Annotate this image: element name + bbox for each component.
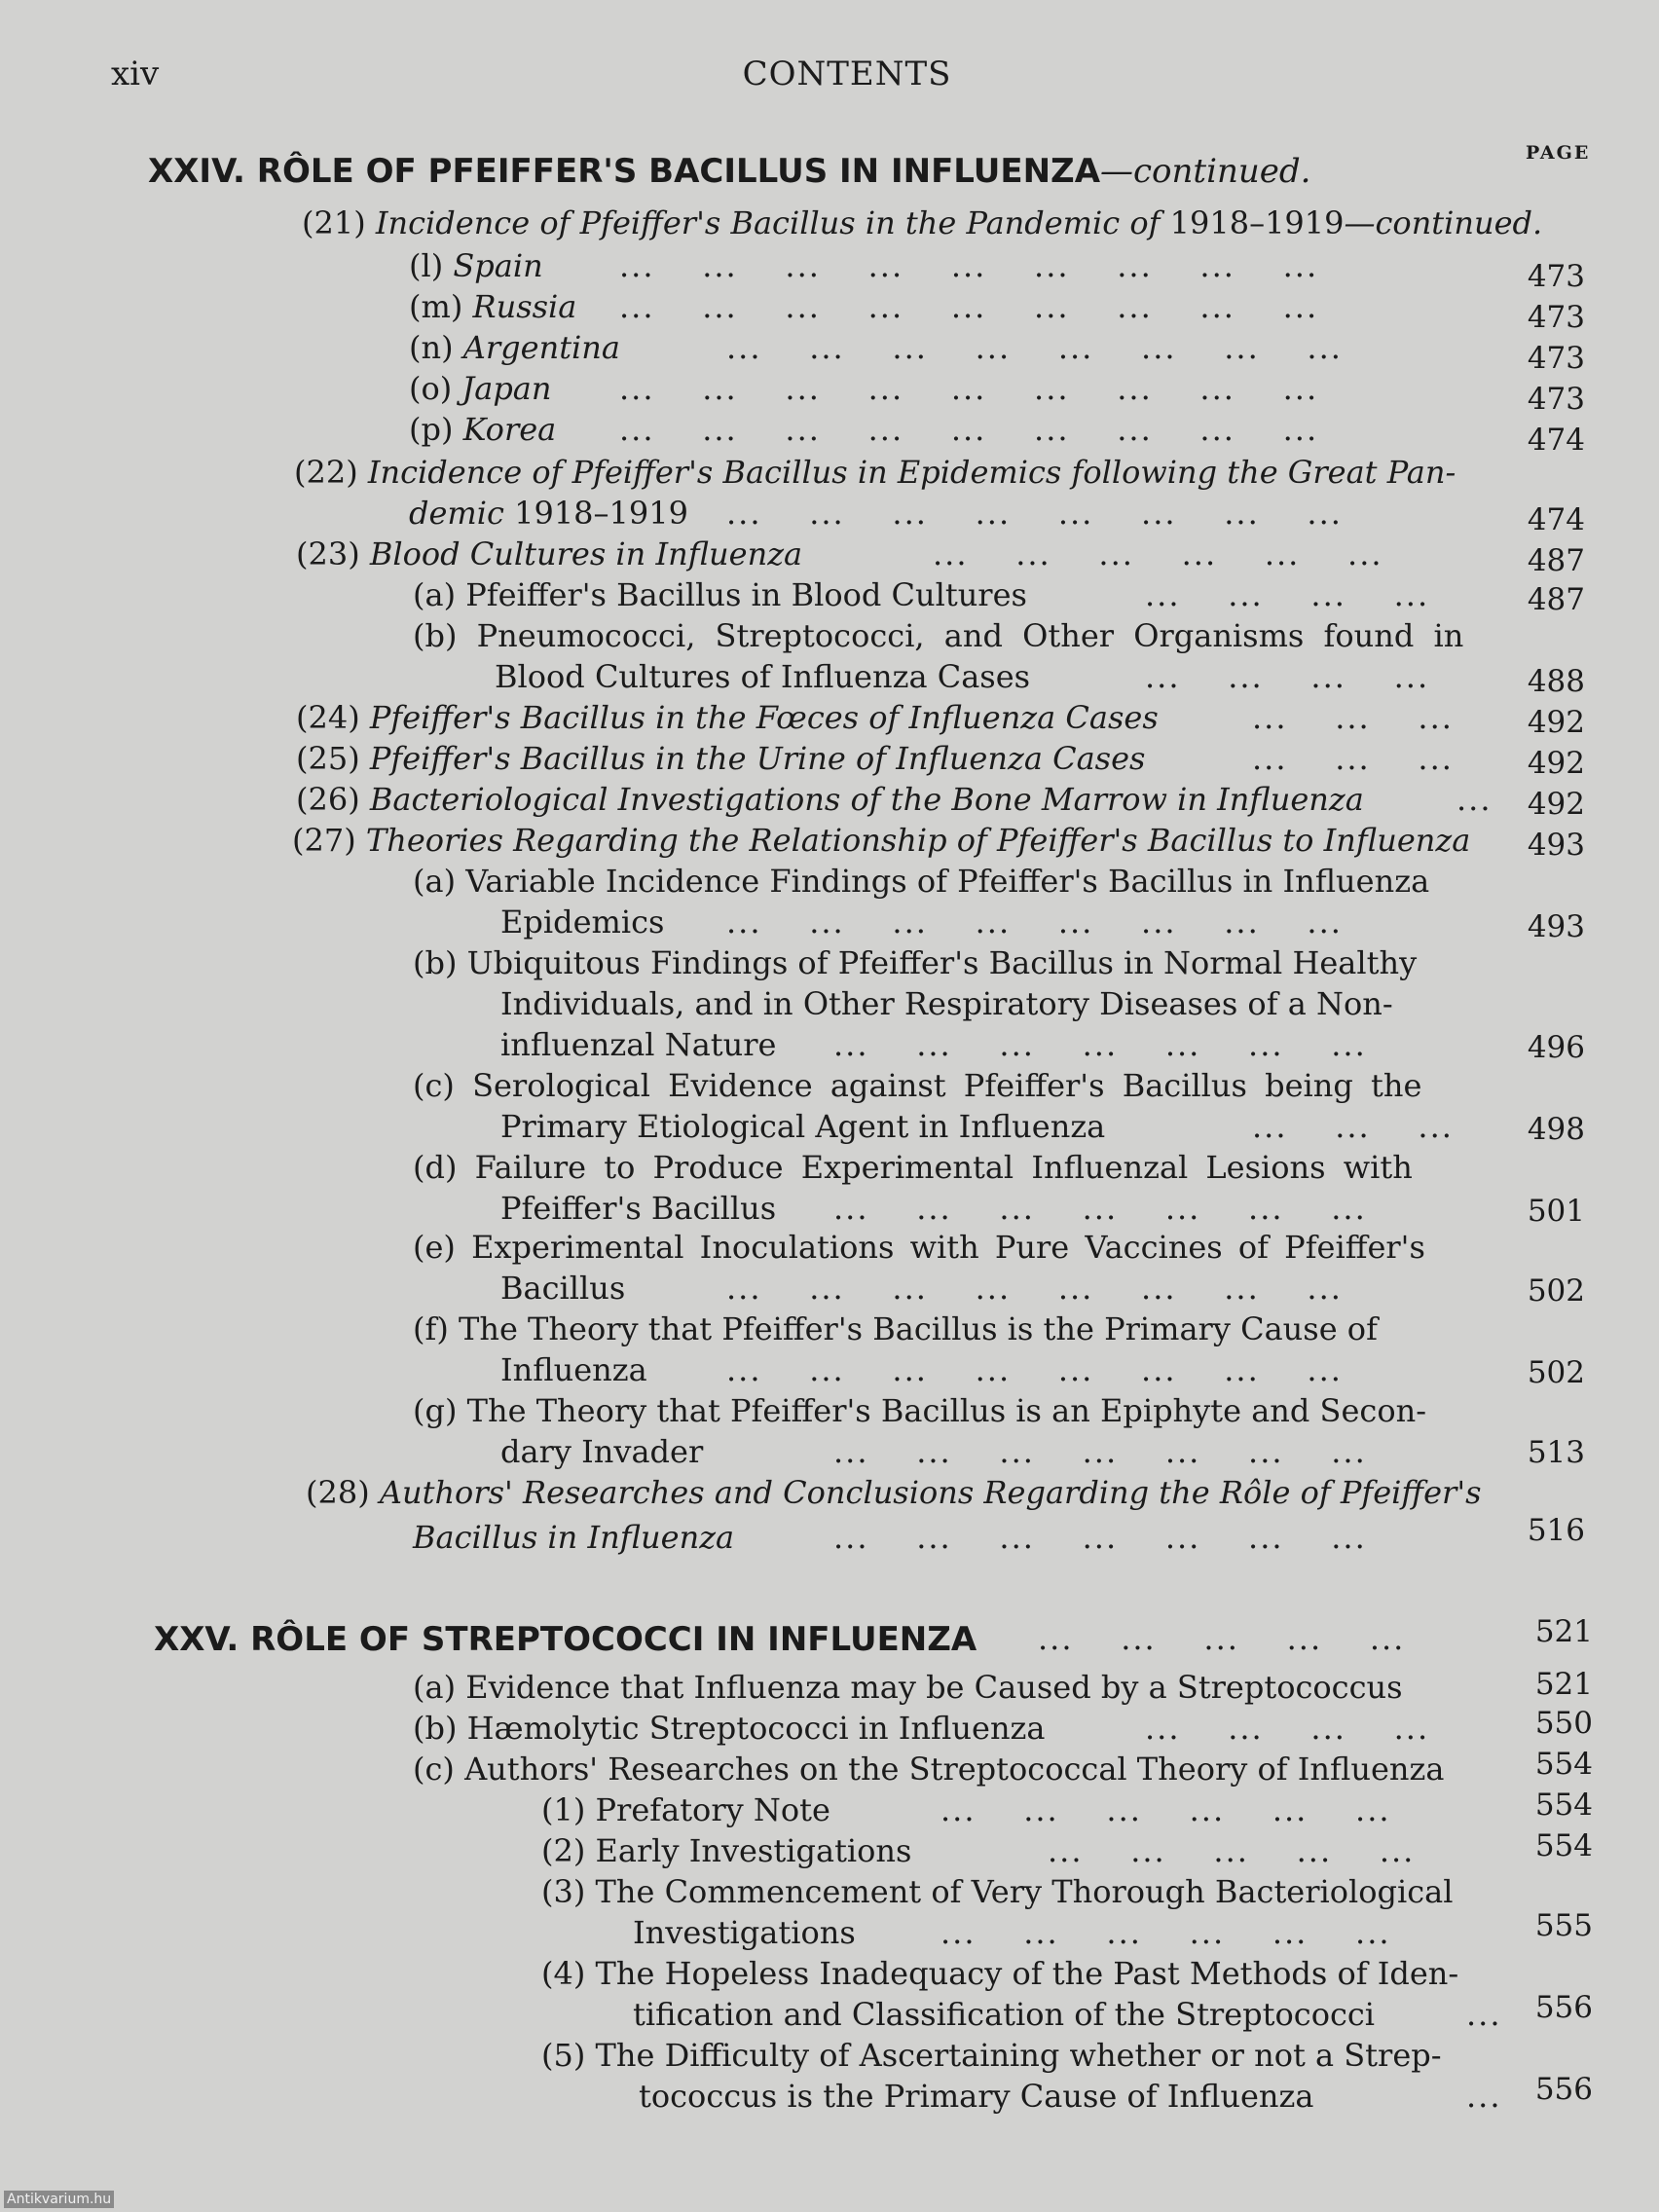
toc-entry-23: [296, 535, 802, 572]
chapter-heading-xxv: XXV. RÔLE OF STREPTOCOCCI IN INFLUENZA: [154, 1620, 977, 1659]
leader-dots: ... ... ... ... ... ... ... ...: [726, 1351, 1343, 1388]
entry-title: Authors' Researches on the Streptococcal Theory of Influenza: [464, 1751, 1445, 1788]
entry-number: (f): [413, 1310, 449, 1347]
entry-number: (p): [409, 411, 454, 448]
page-ref: 501: [1527, 1194, 1585, 1229]
page-ref: 498: [1527, 1112, 1585, 1147]
toc-entry-27f: [413, 1310, 1378, 1347]
toc-entry-22-cont: [409, 495, 688, 532]
continued-note: —continued.: [1100, 152, 1311, 191]
leader-dots: ... ... ... ... ...: [1048, 1832, 1416, 1869]
page-ref: 493: [1527, 909, 1585, 944]
entry-title: Pneumococci, Streptococci, and Other Organisms found in: [476, 617, 1464, 654]
entry-title: The Theory that Pfeiffer's Bacillus is the Primary Cause of: [458, 1310, 1378, 1347]
toc-entry-27e-cont: Bacillus: [500, 1270, 626, 1307]
leader-dots: ... ... ... ... ... ... ... ... ...: [619, 288, 1319, 325]
page-ref: 473: [1527, 300, 1585, 335]
entry-title: Evidence that Influenza may be Caused by a Streptococcus: [465, 1669, 1403, 1706]
toc-entry-25b: [413, 1710, 1045, 1747]
toc-entry-27d-cont: Pfeiffer's Bacillus: [500, 1190, 777, 1227]
toc-entry-28: [306, 1474, 1482, 1511]
entry-number: (e): [413, 1229, 456, 1266]
watermark: Antikvarium.hu: [4, 2191, 114, 2208]
leader-dots: ... ... ... ...: [1145, 658, 1430, 695]
leader-dots: ... ... ... ... ... ... ...: [833, 1026, 1367, 1063]
toc-entry-28-cont: Bacillus in Influenza: [413, 1519, 735, 1556]
toc-entry-27e: [413, 1229, 1425, 1266]
entry-number: (b): [413, 1710, 458, 1747]
toc-entry-25a: [413, 1669, 1403, 1706]
entry-title: Variable Incidence Findings of Pfeiffer's Bacillus in Influenza: [465, 863, 1430, 900]
page-ref: 521: [1534, 1667, 1593, 1702]
page-ref: 492: [1527, 787, 1585, 822]
entry-title: Bacteriological Investigations of the Bone Marrow in Influenza: [369, 781, 1364, 818]
running-head: CONTENTS: [742, 55, 952, 93]
toc-entry-27g-cont: dary Invader: [500, 1433, 704, 1470]
entry-number: (25): [296, 740, 360, 777]
entry-title: Pfeiffer's Bacillus in the Fœces of Influenza Cases: [369, 699, 1159, 736]
chapter-heading-xxiv: [148, 152, 1310, 191]
entry-number: (c): [413, 1067, 455, 1104]
entry-title: Spain: [453, 247, 543, 284]
leader-dots: ...: [1466, 2078, 1502, 2115]
leader-dots: ... ... ... ... ... ... ... ... ...: [619, 370, 1319, 407]
chapter-title: XXIV. RÔLE OF PFEIFFER'S BACILLUS IN INFLUENZA: [148, 152, 1101, 191]
entry-title: Incidence of Pfeiffer's Bacillus in Epidemics following the Great Pan-: [367, 454, 1456, 491]
leader-dots: ... ... ...: [1252, 740, 1454, 777]
toc-entry-21l: [409, 247, 543, 284]
entry-title: Theories Regarding the Relationship of Pfeiffer's Bacillus to Influenza: [365, 822, 1471, 859]
entry-title: Argentina: [462, 329, 620, 366]
toc-entry-27b-cont: Individuals, and in Other Respiratory Diseases of a Non-: [500, 985, 1393, 1022]
toc-entry-25c2: [541, 1832, 911, 1869]
leader-dots: ... ... ... ... ... ... ... ...: [726, 1270, 1343, 1307]
leader-dots: ... ... ...: [1252, 699, 1454, 736]
page-ref: 554: [1534, 1828, 1593, 1863]
entry-years: 1918–1919: [503, 495, 688, 532]
toc-entry-24: [296, 699, 1159, 736]
toc-entry-21m: [409, 288, 576, 325]
toc-entry-27c: [413, 1067, 1421, 1104]
entry-title: Experimental Inoculations with Pure Vaccines of Pfeiffer's: [471, 1229, 1425, 1266]
toc-entry-25c: [413, 1751, 1444, 1788]
entry-number: (c): [413, 1751, 455, 1788]
entry-title: Serological Evidence against Pfeiffer's Bacillus being the: [472, 1067, 1422, 1104]
page-ref: 473: [1527, 259, 1585, 294]
entry-number: (2): [541, 1832, 586, 1869]
page-ref: 554: [1534, 1747, 1593, 1782]
entry-number: (4): [541, 1955, 586, 1992]
leader-dots: ... ... ... ... ... ... ... ...: [726, 495, 1343, 532]
leader-dots: ... ... ... ...: [1145, 1710, 1430, 1747]
entry-title: Hæmolytic Streptococci in Influenza: [466, 1710, 1046, 1747]
leader-dots: ... ... ... ... ... ...: [933, 535, 1383, 572]
entry-title: Prefatory Note: [595, 1791, 830, 1828]
entry-title: Authors' Researches and Conclusions Regarding the Rôle of Pfeiffer's: [379, 1474, 1482, 1511]
entry-number: (a): [413, 1669, 457, 1706]
entry-number: (1): [541, 1791, 586, 1828]
entry-title: Pfeiffer's Bacillus in Blood Cultures: [465, 576, 1027, 613]
toc-entry-25c5: [541, 2037, 1442, 2074]
toc-entry-23b: [413, 617, 1463, 654]
leader-dots: ...: [1466, 1996, 1502, 2033]
entry-number: (m): [409, 288, 463, 325]
entry-title: The Commencement of Very Thorough Bacteriological: [595, 1873, 1454, 1910]
page-ref: 493: [1527, 828, 1585, 863]
page-ref: 516: [1527, 1513, 1585, 1548]
entry-number: (l): [409, 247, 444, 284]
entry-title: Korea: [462, 411, 557, 448]
entry-title: Early Investigations: [595, 1832, 912, 1869]
toc-entry-25c1: [541, 1791, 830, 1828]
page-ref: 556: [1534, 1990, 1593, 2025]
entry-number: (a): [413, 576, 457, 613]
page-ref: 474: [1527, 423, 1585, 458]
toc-entry-21n: [409, 329, 620, 366]
toc-entry-26: [296, 781, 1364, 818]
entry-number: (b): [413, 944, 458, 981]
toc-entry-27a-cont: Epidemics: [500, 903, 665, 940]
page-ref: 502: [1527, 1273, 1585, 1309]
leader-dots: ...: [1456, 781, 1493, 818]
page-number-roman: xiv: [111, 55, 160, 93]
page-ref: 473: [1527, 341, 1585, 376]
entry-title: The Theory that Pfeiffer's Bacillus is an Epiphyte and Secon-: [466, 1392, 1427, 1429]
entry-number: (a): [413, 863, 457, 900]
entry-number: (22): [294, 454, 358, 491]
leader-dots: ... ... ... ... ... ... ... ... ...: [619, 411, 1319, 448]
entry-title: Blood Cultures in Influenza: [369, 535, 803, 572]
toc-entry-21o: [409, 370, 551, 407]
toc-entry-21p: [409, 411, 556, 448]
toc-entry-27f-cont: Influenza: [500, 1351, 647, 1388]
entry-title: The Difficulty of Ascertaining whether or not a Strep-: [595, 2037, 1442, 2074]
entry-title: The Hopeless Inadequacy of the Past Methods of Iden-: [595, 1955, 1459, 1992]
entry-title-cont: demic: [409, 495, 504, 532]
entry-title: Failure to Produce Experimental Influenzal Lesions with: [474, 1149, 1413, 1186]
toc-entry-25c3-cont: Investigations: [633, 1914, 856, 1951]
page-ref: 487: [1527, 582, 1585, 617]
page-ref: 555: [1534, 1908, 1593, 1943]
entry-number: (5): [541, 2037, 586, 2074]
page-ref: 488: [1527, 664, 1585, 699]
entry-title: Japan: [461, 370, 552, 407]
page-ref: 556: [1534, 2072, 1593, 2107]
page-ref: 496: [1527, 1030, 1585, 1065]
leader-dots: ... ... ... ... ... ... ...: [833, 1519, 1367, 1556]
leader-dots: ... ... ... ... ... ...: [940, 1914, 1391, 1951]
entry-number: (28): [306, 1474, 370, 1511]
page-ref: 554: [1534, 1788, 1593, 1823]
leader-dots: ... ... ... ... ... ... ...: [833, 1190, 1367, 1227]
entry-number: (d): [413, 1149, 458, 1186]
entry-years: 1918–1919: [1160, 204, 1345, 241]
page-ref: 473: [1527, 382, 1585, 417]
toc-entry-23a: [413, 576, 1027, 613]
leader-dots: ... ... ... ... ... ...: [940, 1791, 1391, 1828]
page-ref: 521: [1534, 1614, 1593, 1649]
toc-entry-25c4-cont: tification and Classification of the Streptococci: [633, 1996, 1376, 2033]
toc-entry-27c-cont: Primary Etiological Agent in Influenza: [500, 1108, 1106, 1145]
page-ref: 474: [1527, 502, 1585, 537]
entry-title: Russia: [472, 288, 577, 325]
leader-dots: ... ... ... ... ... ... ... ...: [726, 329, 1343, 366]
leader-dots: ... ... ... ... ... ... ... ... ...: [619, 247, 1319, 284]
entry-title: Ubiquitous Findings of Pfeiffer's Bacillus in Normal Healthy: [466, 944, 1418, 981]
toc-entry-27g: [413, 1392, 1426, 1429]
toc-entry-25c5-cont: tococcus is the Primary Cause of Influenza: [639, 2078, 1314, 2115]
entry-number: (21): [302, 204, 366, 241]
page-ref: 492: [1527, 746, 1585, 781]
toc-entry-27a: [413, 863, 1429, 900]
entry-number: (o): [409, 370, 453, 407]
toc-entry-27: [292, 822, 1470, 859]
toc-entry-25: [296, 740, 1145, 777]
toc-entry-25c4: [541, 1955, 1458, 1992]
entry-title: Incidence of Pfeiffer's Bacillus in the Pandemic of: [375, 204, 1161, 241]
leader-dots: ... ... ...: [1252, 1108, 1454, 1145]
continued-note: —continued.: [1344, 204, 1543, 241]
leader-dots: ... ... ... ... ...: [1038, 1620, 1406, 1657]
entry-number: (27): [292, 822, 356, 859]
entry-number: (24): [296, 699, 360, 736]
page-ref: 513: [1527, 1435, 1585, 1470]
entry-title: Pfeiffer's Bacillus in the Urine of Influenza Cases: [369, 740, 1146, 777]
toc-entry-25c3: [541, 1873, 1453, 1910]
leader-dots: ... ... ... ...: [1145, 576, 1430, 613]
toc-entry-27b-cont2: influenzal Nature: [500, 1026, 777, 1063]
toc-entry-27b: [413, 944, 1417, 981]
entry-number: (3): [541, 1873, 586, 1910]
entry-number: (g): [413, 1392, 458, 1429]
page-ref: 487: [1527, 543, 1585, 578]
entry-number: (n): [409, 329, 454, 366]
toc-entry-27d: [413, 1149, 1413, 1186]
page-ref: 550: [1534, 1706, 1593, 1741]
page-ref: 492: [1527, 705, 1585, 740]
entry-number: (23): [296, 535, 360, 572]
leader-dots: ... ... ... ... ... ... ...: [833, 1433, 1367, 1470]
toc-entry-23b-cont: Blood Cultures of Influenza Cases: [495, 658, 1031, 695]
toc-entry-22: [294, 454, 1456, 491]
leader-dots: ... ... ... ... ... ... ... ...: [726, 903, 1343, 940]
page-ref: 502: [1527, 1355, 1585, 1390]
entry-number: (26): [296, 781, 360, 818]
page-column-label: PAGE: [1526, 142, 1591, 164]
entry-number: (b): [413, 617, 458, 654]
toc-entry-21: [302, 204, 1542, 241]
